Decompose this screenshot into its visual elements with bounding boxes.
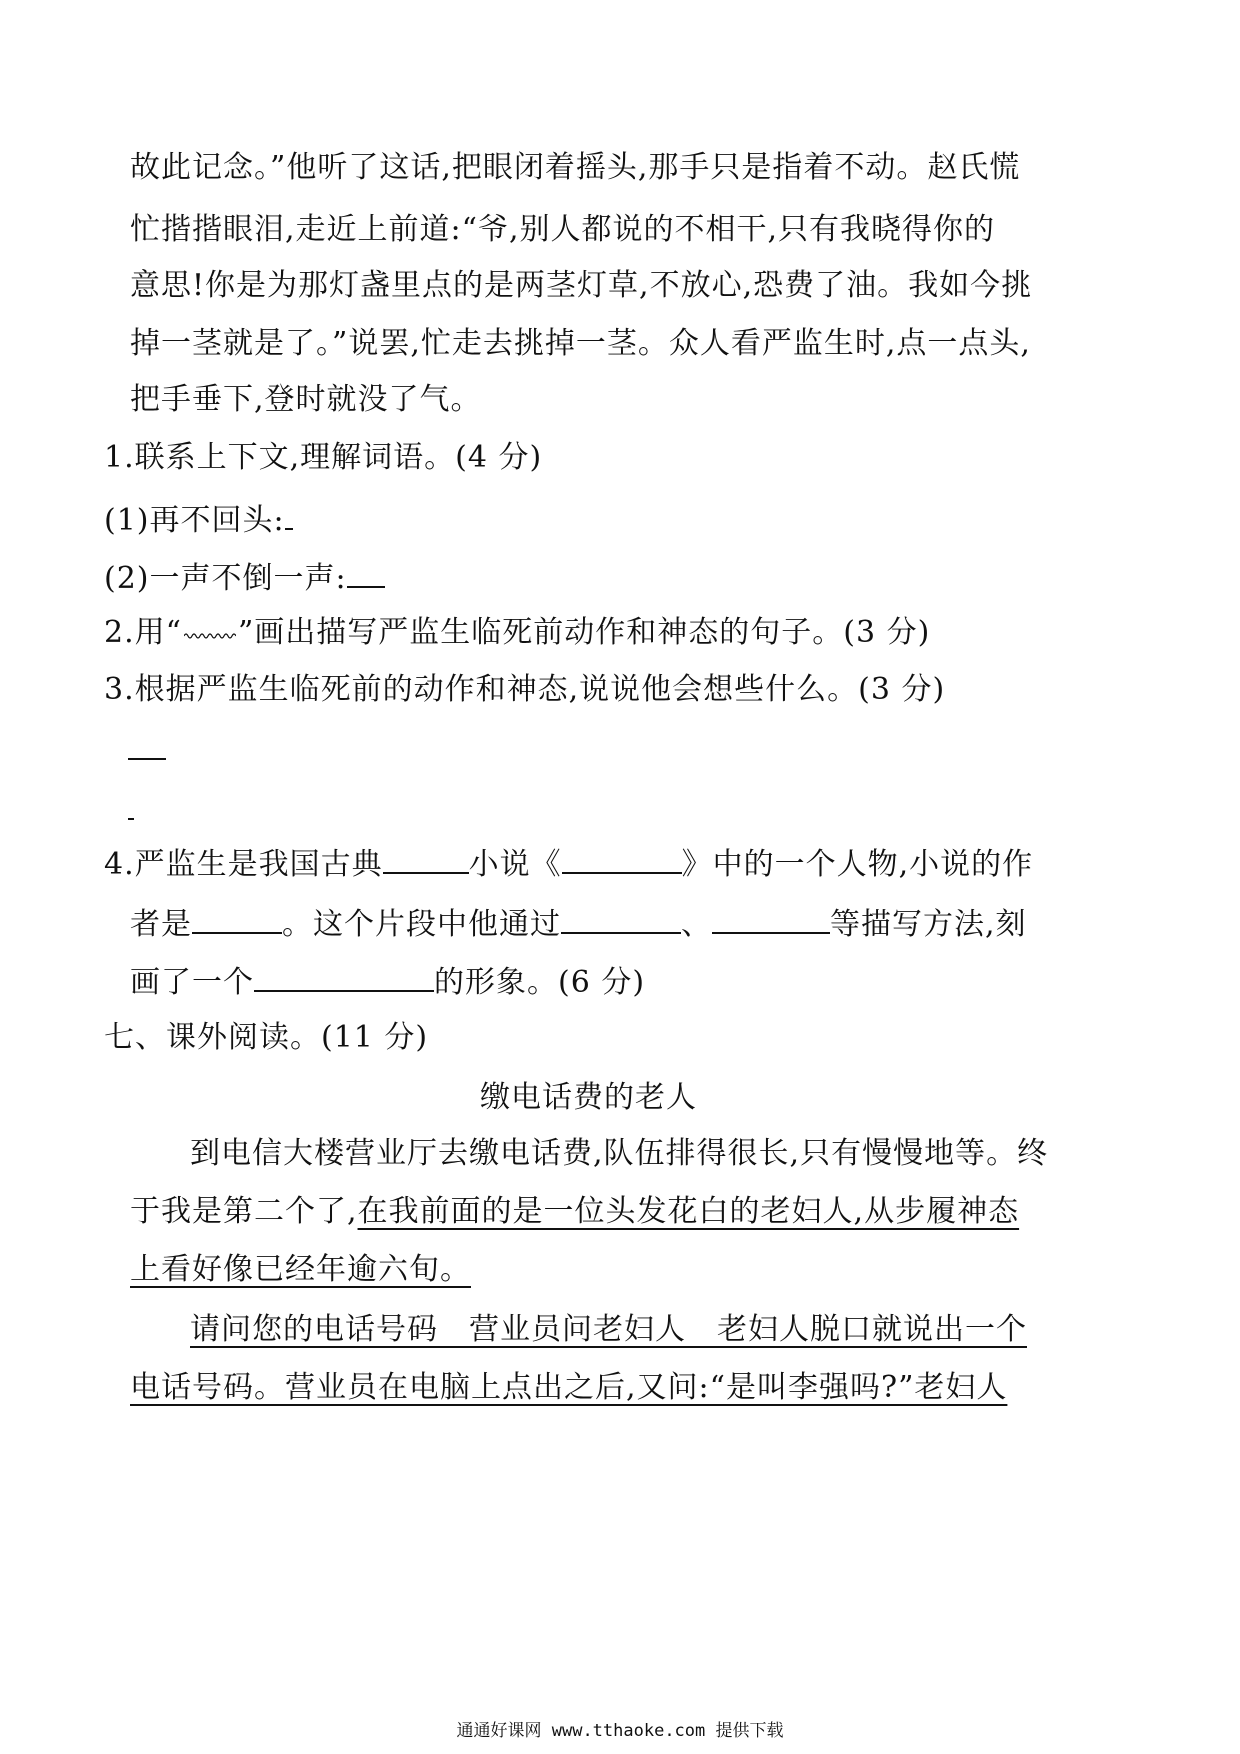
section-7-heading: 七、课外阅读。(11 分) bbox=[104, 1020, 429, 1055]
article-line-1: 到电信大楼营业厅去缴电话费,队伍排得很长,只有慢慢地等。终 bbox=[190, 1136, 1049, 1171]
question-4-line-2 bbox=[130, 902, 1027, 945]
article-line-2-underlined: 在我前面的是一位头发花白的老妇人,从步履神态 bbox=[357, 1194, 1020, 1229]
q4-text-a1: 4.严监生是我国古典 bbox=[104, 847, 383, 882]
answer-blank-1-1[interactable] bbox=[285, 498, 293, 530]
answer-blank-4-method-2[interactable] bbox=[712, 902, 830, 934]
question-2-suffix: ”画出描写严监生临死前动作和神态的句子。(3 分) bbox=[237, 615, 931, 650]
question-3: 3.根据严监生临死前的动作和神态,说说他会想些什么。(3 分) bbox=[104, 672, 946, 707]
passage-line-4: 掉一茎就是了。”说罢,忙走去挑掉一茎。众人看严监生时,点一点头, bbox=[130, 326, 1031, 361]
wavy-underline-icon bbox=[182, 612, 238, 642]
q4-text-b1: 者是 bbox=[130, 907, 192, 942]
question-2 bbox=[104, 612, 930, 653]
answer-blank-4-author[interactable] bbox=[192, 902, 282, 934]
answer-blank-4-genre[interactable] bbox=[383, 842, 469, 874]
question-2-prefix: 2.用“ bbox=[104, 615, 182, 650]
question-4-line-1 bbox=[104, 842, 1033, 885]
q4-text-c2: 的形象。(6 分) bbox=[434, 965, 646, 1000]
answer-line-3b[interactable] bbox=[128, 818, 134, 820]
question-4-line-3 bbox=[130, 960, 645, 1003]
q4-text-b2: 。这个片段中他通过 bbox=[282, 907, 561, 942]
q4-text-b4: 等描写方法,刻 bbox=[830, 907, 1027, 942]
question-1-1 bbox=[104, 498, 293, 541]
answer-blank-4-method-1[interactable] bbox=[561, 902, 681, 934]
question-1-2 bbox=[104, 556, 385, 599]
article-line-2 bbox=[130, 1192, 1019, 1232]
footer-credit: 通通好课网 www.tthaoke.com 提供下载 bbox=[456, 1721, 784, 1741]
answer-blank-4-novel[interactable] bbox=[562, 842, 682, 874]
passage-line-5: 把手垂下,登时就没了气。 bbox=[130, 382, 482, 417]
question-1-1-text: (1)再不回头: bbox=[104, 503, 285, 538]
question-1: 1.联系上下文,理解词语。(4 分) bbox=[104, 440, 543, 475]
q4-text-a2: 小说《 bbox=[468, 847, 562, 882]
article-line-3: 上看好像已经年逾六旬。 bbox=[130, 1252, 471, 1287]
answer-blank-4-image[interactable] bbox=[254, 960, 434, 992]
answer-blank-1-2[interactable] bbox=[347, 556, 385, 588]
article-line-5: 电话号码。营业员在电脑上点出之后,又问:“是叫李强吗?”老妇人 bbox=[130, 1370, 1008, 1405]
passage-line-2: 忙揩揩眼泪,走近上前道:“爷,别人都说的不相干,只有我晓得你的 bbox=[130, 212, 996, 247]
answer-line-3a[interactable] bbox=[128, 758, 166, 760]
question-1-2-text: (2)一声不倒一声: bbox=[104, 561, 347, 596]
passage-line-3: 意思!你是为那灯盏里点的是两茎灯草,不放心,恐费了油。我如今挑 bbox=[130, 268, 1033, 303]
q4-text-b3: 、 bbox=[681, 907, 712, 942]
q4-text-a3: 》中的一个人物,小说的作 bbox=[681, 847, 1034, 882]
article-title: 缴电话费的老人 bbox=[480, 1080, 697, 1115]
passage-line-1: 故此记念。”他听了这话,把眼闭着摇头,那手只是指着不动。赵氏慌 bbox=[130, 150, 1021, 185]
q4-text-c1: 画了一个 bbox=[130, 965, 254, 1000]
article-line-2-plain: 于我是第二个了, bbox=[130, 1194, 358, 1229]
article-line-4: 请问您的电话号码 营业员问老妇人 老妇人脱口就说出一个 bbox=[190, 1312, 1027, 1347]
